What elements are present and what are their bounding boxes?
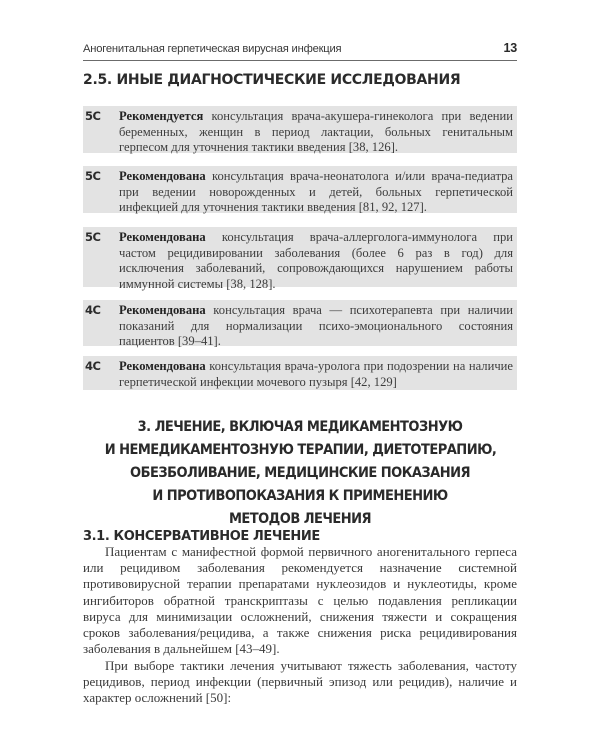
recommendation-text: консультация врача — психотерапевта при наличии показаний для нормализации психо-эмоционального состояния пациентов [39–41]. [119, 303, 513, 348]
running-header [83, 38, 517, 61]
section-title-3-1: 3.1. КОНСЕРВАТИВНОЕ ЛЕЧЕНИЕ [83, 529, 320, 544]
chapter-title-3 [105, 416, 496, 531]
evidence-grade: 4С [85, 359, 101, 373]
recommendation-lead: Рекомендована [119, 230, 206, 244]
chapter-title-line: МЕТОДОВ ЛЕЧЕНИЯ [228, 511, 372, 527]
recommendation-box [83, 300, 517, 346]
evidence-grade: 5С [85, 230, 101, 244]
recommendation-lead: Рекомендована [119, 303, 206, 317]
recommendation-lead: Рекомендована [119, 359, 206, 373]
recommendation-text: консультация врача-акушера-гинеколога при ведении беременных, женщин в период лактации, больных генитальным герпесом для уточнения тактики введения [38, 126]. [119, 109, 513, 154]
page-number: 13 [503, 41, 517, 55]
running-title: Аногенитальная герпетическая вирусная инфекция [83, 43, 342, 55]
recommendation-box [83, 227, 517, 291]
body-paragraph: При выборе тактики лечения учитывают тяжесть заболевания, частоту рецидивов, период инфекции (первичный эпизод или рецидив), наличие и характер осложнений [50]: [83, 658, 517, 706]
recommendation-text: консультация врача-аллерголога-иммунолога при частом рецидивировании заболевания (более 6 раз в год) для исключения заболеваний, сопровождающихся нарушением работы иммунной системы [38, 128]. [119, 230, 513, 291]
body-paragraph: Пациентам с манифестной формой первичного аногенитального герпеса или рецидивом заболевания рекомендуется назначение системной противовирусной терапии препаратами нуклеозидов и нуклеотиды, кроме ингибиторов обратной транскриптазы с целью подавления репликации вируса для минимизации осложнений, снижения тяжести и сокращения сроков заболевания/рецидива, а также снижения риска рецидивирования заболевания в дальнейшем [43–49]. [83, 544, 517, 657]
chapter-title-line: 3. ЛЕЧЕНИЕ, ВКЛЮЧАЯ МЕДИКАМЕНТОЗНУЮ [137, 419, 463, 435]
chapter-title-line: И ПРОТИВОПОКАЗАНИЯ К ПРИМЕНЕНИЮ [152, 488, 448, 504]
recommendation-text: консультация врача-неонатолога и/или врача-педиатра при ведении новорожденных и детей, больных герпетической инфекцией для уточнения тактики введения [81, 92, 127]. [119, 169, 513, 214]
evidence-grade: 5С [85, 169, 101, 183]
recommendation-box [83, 106, 517, 153]
recommendation-text: консультация врача-уролога при подозрении на наличие герпетической инфекции мочевого пузыря [42, 129] [119, 359, 513, 389]
section-title-2-5: 2.5. ИНЫЕ ДИАГНОСТИЧЕСКИЕ ИССЛЕДОВАНИЯ [83, 72, 461, 88]
chapter-title-line: И НЕМЕДИКАМЕНТОЗНУЮ ТЕРАПИИ, ДИЕТОТЕРАПИЮ, [104, 442, 497, 458]
recommendation-lead: Рекомендуется [119, 109, 204, 123]
recommendation-box [83, 356, 517, 390]
recommendation-box [83, 166, 517, 213]
chapter-title-line: ОБЕЗБОЛИВАНИЕ, МЕДИЦИНСКИЕ ПОКАЗАНИЯ [130, 465, 470, 481]
recommendation-lead: Рекомендована [119, 169, 206, 183]
evidence-grade: 4С [85, 303, 101, 317]
evidence-grade: 5С [85, 109, 101, 123]
